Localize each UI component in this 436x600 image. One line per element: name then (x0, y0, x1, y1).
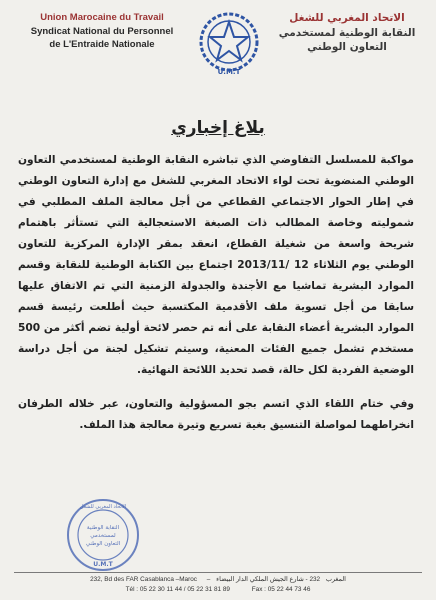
stamp-top-text: الاتحاد المغربي للشغل (79, 504, 127, 510)
address-ar: 232 - شارع الجيش الملكي الدار البيضاء (216, 576, 321, 583)
body-paragraph-2: وفي ختام اللقاء الذي اتسم بجو المسؤولية والتعاون، عبر خلاله الطرفان انخراطهما لمواصلة التنسيق بغية تسريع وتيرة معالجة هذا الملف. (18, 398, 414, 431)
header-right-arabic (272, 12, 422, 53)
footer-divider (14, 572, 422, 573)
stamp-center-line-3: التعاون الوطني (85, 541, 121, 547)
address-fr: 232, Bd des FAR Casablanca –Maroc (90, 576, 197, 583)
syndicate-name-fr: Syndicat National du Personnel (30, 26, 174, 37)
entraide-name-fr: de L'Entraide Nationale (49, 39, 155, 50)
address-separator: – المغرب (206, 576, 346, 583)
umt-stamp (66, 498, 140, 572)
union-name-fr: Union Marocaine du Travail (40, 12, 164, 23)
entraide-name-ar: التعاون الوطني (307, 41, 387, 53)
stamp-center-line-1: النقابة الوطنية (86, 525, 120, 531)
telephone: Tél : 05 22 30 11 44 / 05 22 31 81 89 (125, 586, 230, 593)
body-paragraph-1: مواكبة للمسلسل التفاوضي الذي تباشره النقابة الوطنية لمستخدمي التعاون الوطني المنضوية تحت لواء الاتحاد المغربي للشغل مع إدارة التعاون الوطني في إطار الحوار الاجتماعي القطاعي من أجل معالجة الملف المطلبي في شموليته وخاصة المطالب ذات الصبغة الاستعجالية التي تستأثر باهتمام شريحة واسعة من شغيلة القطاع، انعقد بمقر الإدارة المركزية للتعاون الوطني يوم الثلاثاء 12 /2013/11 اجتماع بين الكتابة الوطنية للنقابة وقسم الموارد البشرية تماشيا مع الأجندة والجدولة الزمنية التي تم الاتفاق عليها سابقا من أجل تسوية ملف الأقدمية المكتسبة حيث أطلعت رئيسة قسم الموارد البشرية أعضاء النقابة على أنه تم حصر لائحة أولية تضم أكثر من 500 مستخدم تشمل جميع الفئات المعنية، وسيتم تشكيل لجنة من أجل دراسة الوضعية الفردية لكل حالة، قصد تحديد اللائحة النهائية. (18, 154, 415, 376)
footer-contacts (0, 585, 436, 595)
header-left-french (22, 12, 182, 50)
document-body (18, 150, 414, 436)
document-title: بلاغ إخباري (171, 118, 265, 138)
logo-text: U.M.T (217, 68, 241, 76)
fax: Fax : 05 22 44 73 46 (251, 586, 311, 593)
umt-logo (196, 8, 262, 78)
stamp-center-line-2: لمستخدمي (90, 533, 116, 539)
footer-address (0, 575, 436, 585)
union-name-ar: الاتحاد المغربي للشغل (289, 12, 405, 24)
syndicate-name-ar: النقابة الوطنية لمستخدمي (278, 27, 416, 39)
stamp-bottom-text: U.M.T (93, 561, 113, 568)
footer (0, 575, 436, 595)
